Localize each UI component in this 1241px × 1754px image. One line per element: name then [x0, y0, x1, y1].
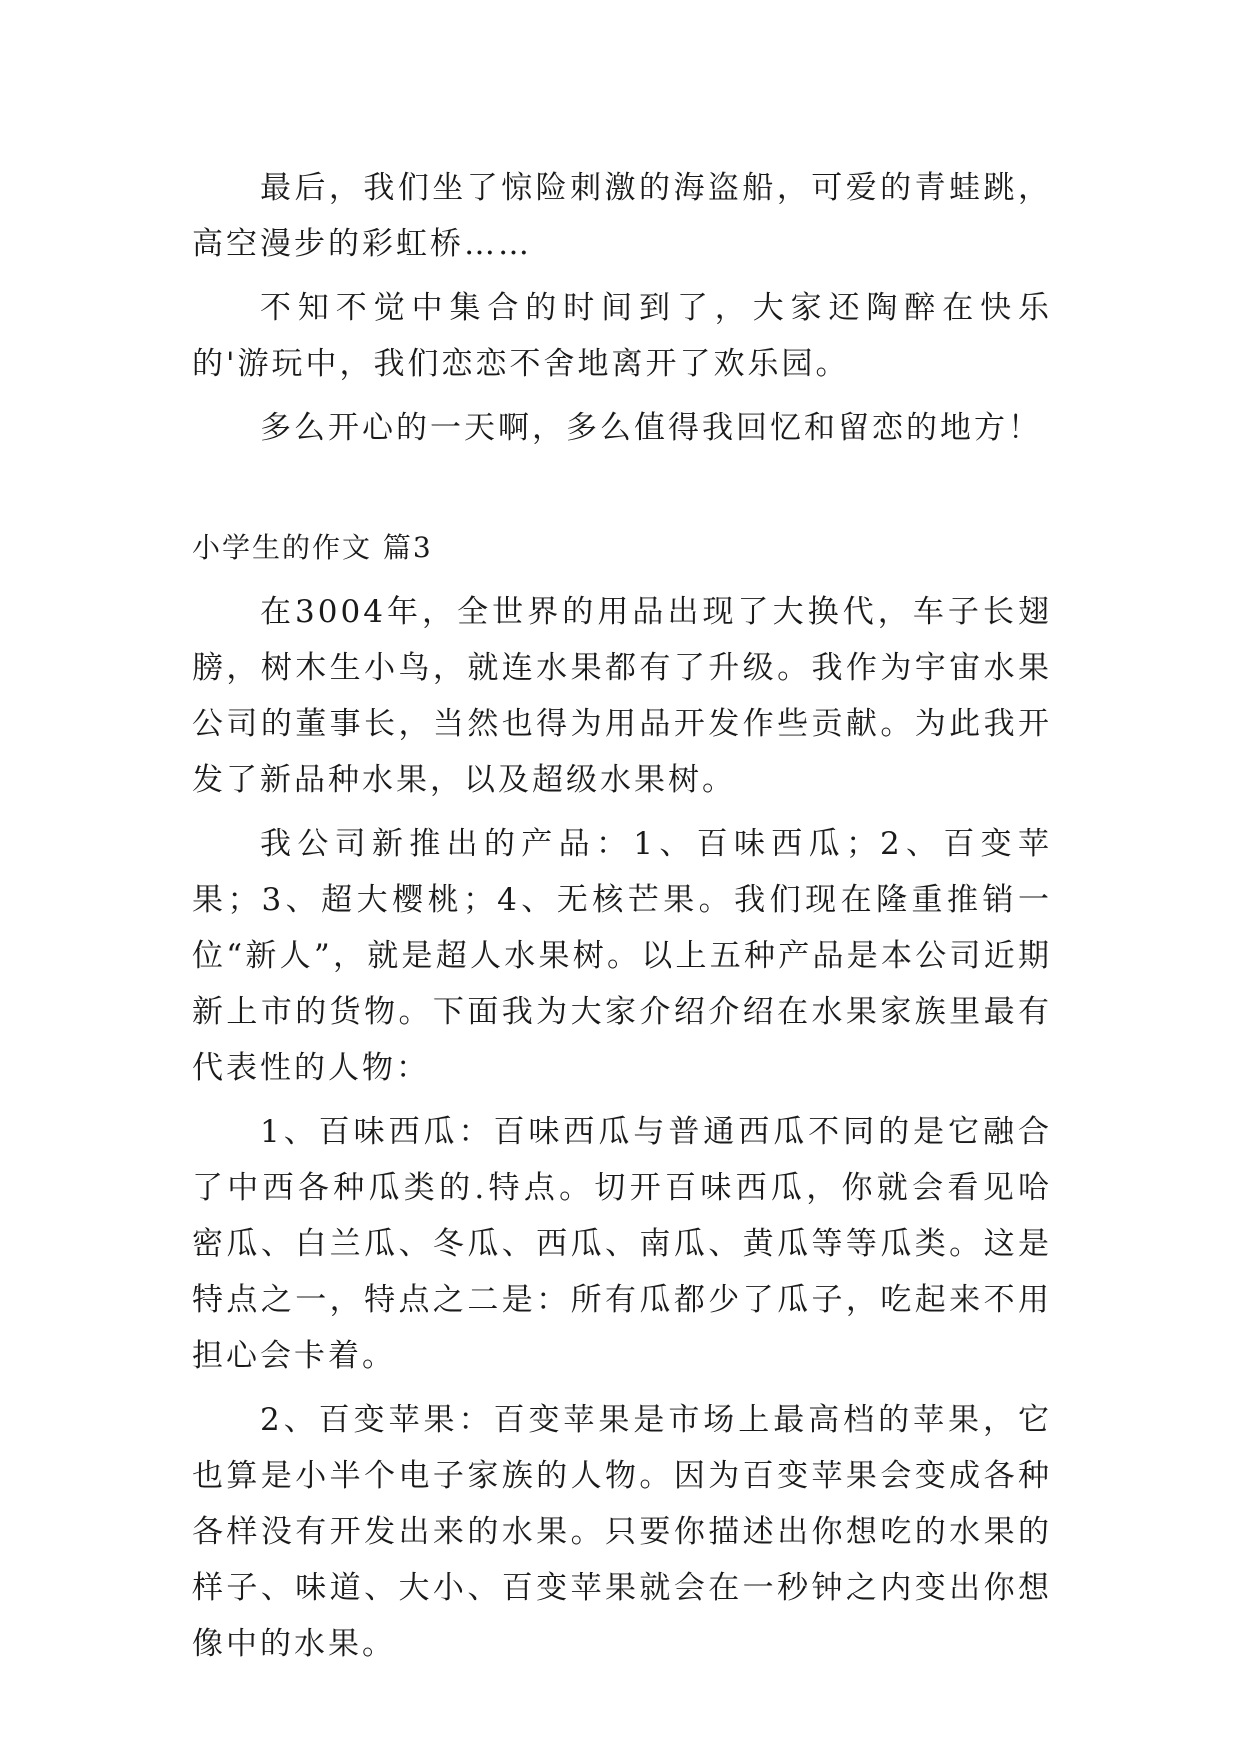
paragraph-products: 我公司新推出的产品：1、百味西瓜；2、百变苹果；3、超大樱桃；4、无核芒果。我们现在隆重推销一位“新人”，就是超人水果树。以上五种产品是本公司近期新上市的货物。下面我为大家介绍介绍在水果家族里最有代表性的人物：: [192, 826, 1052, 1086]
document-body: [192, 160, 1052, 1680]
paragraph-leaving: 不知不觉中集合的时间到了，大家还陶醉在快乐的'游玩中，我们恋恋不舍地离开了欢乐园。: [192, 290, 1052, 382]
paragraph-apple: 2、百变苹果：百变苹果是市场上最高档的苹果，它也算是小半个电子家族的人物。因为百变苹果会变成各种各样没有开发出来的水果。只要你描述出你想吃的水果的样子、味道、大小、百变苹果就会在一秒钟之内变出你想像中的水果。: [192, 1402, 1052, 1662]
paragraph-year-3004: 在3004年，全世界的用品出现了大换代，车子长翅膀，树木生小鸟，就连水果都有了升级。我作为宇宙水果公司的董事长，当然也得为用品开发作些贡献。为此我开发了新品种水果，以及超级水果树。: [192, 594, 1052, 798]
paragraph-happy-day: 多么开心的一天啊，多么值得我回忆和留恋的地方！: [260, 410, 1042, 446]
section-heading: 小学生的作文 篇3: [192, 531, 433, 564]
paragraph-watermelon: 1、百味西瓜：百味西瓜与普通西瓜不同的是它融合了中西各种瓜类的.特点。切开百味西瓜，你就会看见哈密瓜、白兰瓜、冬瓜、西瓜、南瓜、黄瓜等等瓜类。这是特点之一，特点之二是：所有瓜都少了瓜子，吃起来不用担心会卡着。: [192, 1114, 1052, 1374]
paragraph-rides: 最后，我们坐了惊险刺激的海盗船，可爱的青蛙跳，高空漫步的彩虹桥……: [192, 170, 1052, 262]
